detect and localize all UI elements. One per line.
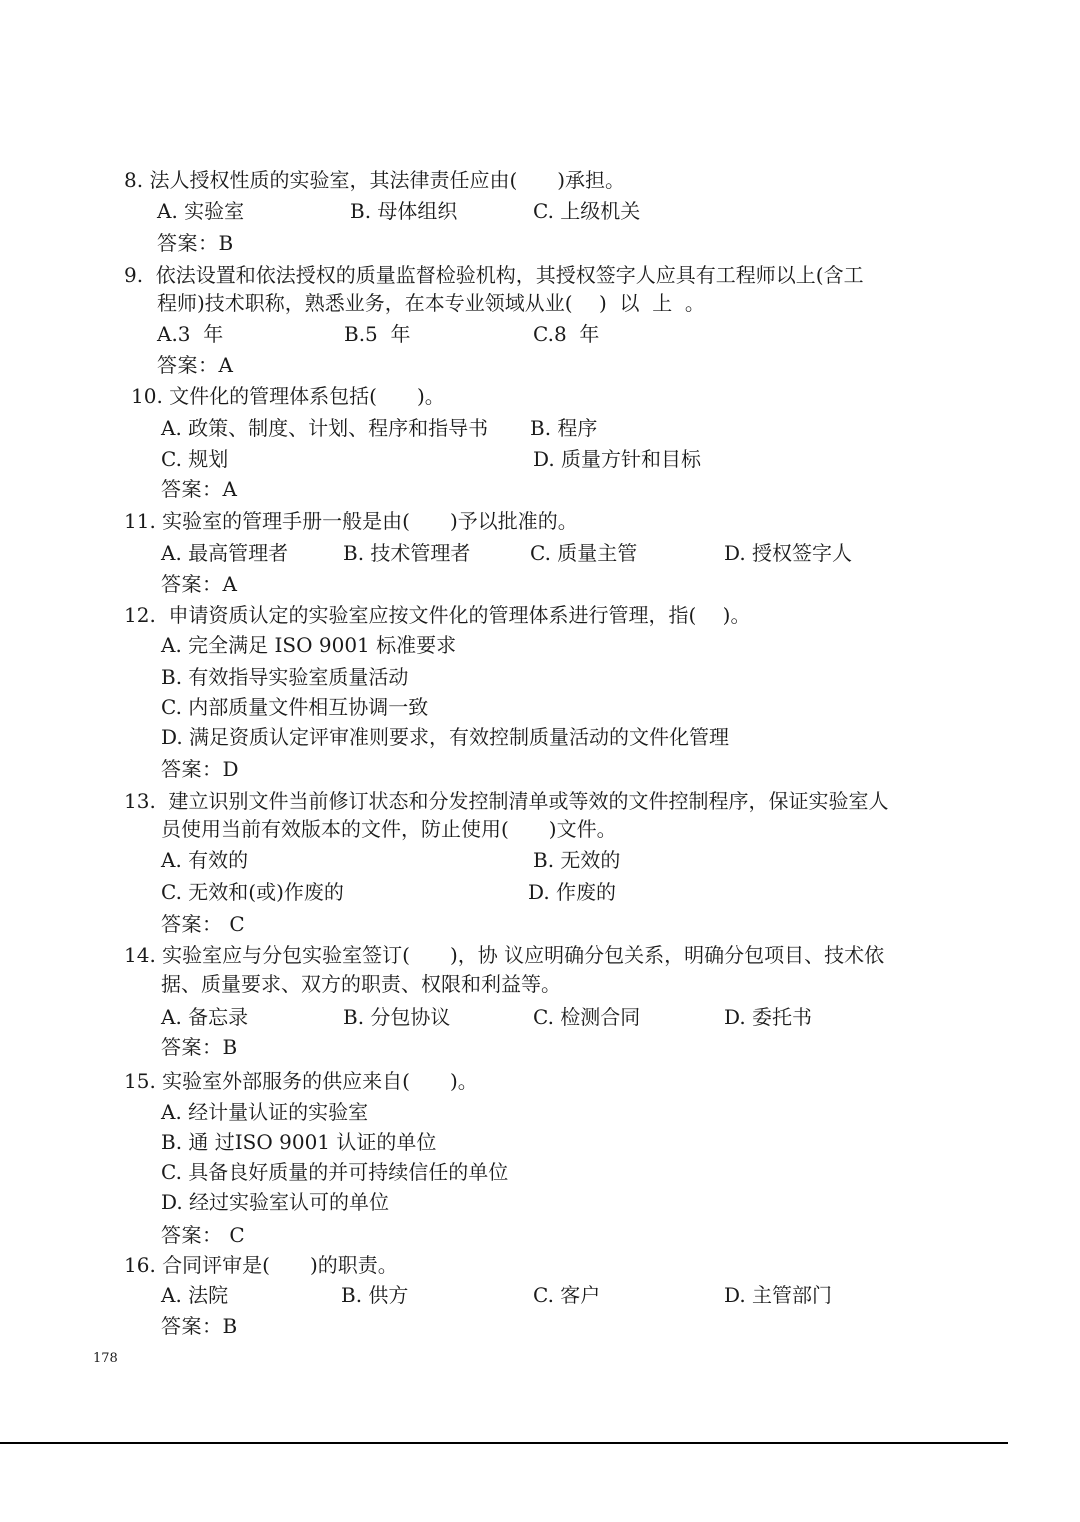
- question-9-option-b: B.5 年: [344, 322, 411, 346]
- question-14-option-c: C. 检测合同: [533, 1005, 641, 1029]
- question-15-option-b: B. 通 过ISO 9001 认证的单位: [161, 1130, 437, 1154]
- question-11-stem: 11. 实验室的管理手册一般是由( )予以批准的。: [124, 509, 578, 533]
- question-13-option-b: B. 无效的: [533, 848, 621, 872]
- question-13-option-c: C. 无效和(或)作废的: [161, 880, 344, 904]
- question-10-option-b: B. 程序: [530, 416, 598, 440]
- question-13-option-d: D. 作废的: [528, 880, 617, 904]
- question-13-option-a: A. 有效的: [161, 848, 249, 872]
- question-11-option-b: B. 技术管理者: [343, 541, 471, 565]
- question-12-option-a: A. 完全满足 ISO 9001 标准要求: [161, 633, 457, 657]
- question-8-option-a: A. 实验室: [157, 199, 245, 223]
- question-15-stem: 15. 实验室外部服务的供应来自( )。: [124, 1069, 478, 1093]
- question-12-stem: 12. 申请资质认定的实验室应按文件化的管理体系进行管理，指( )。: [124, 603, 751, 627]
- question-10-option-d: D. 质量方针和目标: [533, 447, 702, 471]
- question-11-answer: 答案：A: [161, 572, 238, 596]
- question-14-option-a: A. 备忘录: [161, 1005, 249, 1029]
- question-9-stem-line-1: 9. 依法设置和依法授权的质量监督检验机构，其授权签字人应具有工程师以上(含工: [124, 263, 864, 287]
- question-16-option-b: B. 供方: [341, 1283, 409, 1307]
- question-10-option-c: C. 规划: [161, 447, 229, 471]
- question-13-answer: 答案： C: [161, 912, 246, 936]
- question-9-answer: 答案：A: [157, 353, 234, 377]
- question-15-option-a: A. 经计量认证的实验室: [161, 1100, 369, 1124]
- question-13-stem-line-1: 13. 建立识别文件当前修订状态和分发控制清单或等效的文件控制程序，保证实验室人: [124, 789, 889, 813]
- page-number: 178: [93, 1351, 118, 1366]
- question-16-stem: 16. 合同评审是( )的职责。: [124, 1253, 398, 1277]
- question-16-option-a: A. 法院: [161, 1283, 229, 1307]
- question-10-answer: 答案：A: [161, 477, 238, 501]
- question-15-answer: 答案： C: [161, 1223, 246, 1247]
- question-12-option-b: B. 有效指导实验室质量活动: [161, 665, 409, 689]
- question-14-stem-line-1: 14. 实验室应与分包实验室签订( )，协 议应明确分包关系，明确分包项目、技术依: [124, 943, 885, 967]
- question-12-answer: 答案：D: [161, 757, 240, 781]
- question-14-option-d: D. 委托书: [724, 1005, 813, 1029]
- question-14-stem-line-2: 据、质量要求、双方的职责、权限和利益等。: [161, 972, 561, 996]
- question-11-option-c: C. 质量主管: [530, 541, 638, 565]
- question-12-option-c: C. 内部质量文件相互协调一致: [161, 695, 429, 719]
- question-8-option-c: C. 上级机关: [533, 199, 641, 223]
- question-10-option-a: A. 政策、制度、计划、程序和指导书: [161, 416, 489, 440]
- question-16-answer: 答案：B: [161, 1314, 238, 1338]
- question-8-stem: 8. 法人授权性质的实验室，其法律责任应由( )承担。: [124, 168, 626, 192]
- question-9-stem-line-2: 程师)技术职称，熟悉业务，在本专业领域从业( ) 以 上 。: [157, 291, 705, 315]
- question-11-option-d: D. 授权签字人: [724, 541, 853, 565]
- question-15-option-d: D. 经过实验室认可的单位: [161, 1190, 390, 1214]
- question-8-option-b: B. 母体组织: [350, 199, 458, 223]
- question-9-option-c: C.8 年: [533, 322, 600, 346]
- question-15-option-c: C. 具备良好质量的并可持续信任的单位: [161, 1160, 509, 1184]
- question-9-option-a: A.3 年: [157, 322, 224, 346]
- question-14-option-b: B. 分包协议: [343, 1005, 451, 1029]
- footer-rule: [0, 1442, 1008, 1444]
- question-10-stem: 10. 文件化的管理体系包括( )。: [131, 384, 445, 408]
- question-12-option-d: D. 满足资质认定评审准则要求，有效控制质量活动的文件化管理: [161, 725, 730, 749]
- question-16-option-d: D. 主管部门: [724, 1283, 833, 1307]
- question-8-answer: 答案：B: [157, 231, 234, 255]
- question-11-option-a: A. 最高管理者: [161, 541, 289, 565]
- question-14-answer: 答案：B: [161, 1035, 238, 1059]
- question-13-stem-line-2: 员使用当前有效版本的文件，防止使用( )文件。: [161, 817, 617, 841]
- question-16-option-c: C. 客户: [533, 1283, 601, 1307]
